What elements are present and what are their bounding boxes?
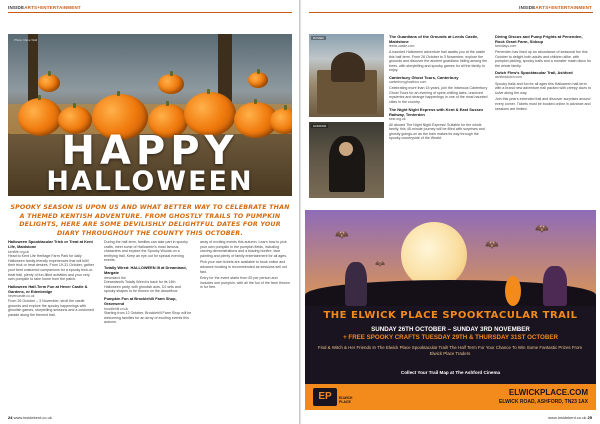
left-page <box>0 0 299 424</box>
intro-standfirst: SPOOKY SEASON IS UPON US AND WHAT BETTER WAY TO CELEBRATE THAN A THEMED KENTISH ADVENTURE. FROM GHOSTLY TRAILS TO PUMPKIN DELIGHTS, HERE ARE SOME DEVILISHLY DELIGHTFUL DATES FOR YOUR DIARY THROUGHOUT THE COUNTY THIS OCTOBER. <box>10 204 290 237</box>
moon <box>401 222 467 288</box>
article-column-mid <box>389 34 489 143</box>
ad-free-crafts: + FREE SPOOKY CRAFTS TUESDAY 29TH & THURSDAY 31ST OCTOBER <box>343 333 558 341</box>
ad-dates <box>305 326 596 341</box>
running-head <box>8 5 81 10</box>
vampire-figure <box>543 266 567 306</box>
listing-url[interactable]: kentlife.org.uk <box>8 249 30 254</box>
listing-heading: Pumpkin Fun at Brocklehill Farm Shop, Gravesend <box>104 295 177 306</box>
listing-url[interactable]: kesr.org.uk <box>389 116 406 121</box>
logo-word-2: PLACE <box>339 400 351 404</box>
listing-body: From 26 October – 3 November, stroll the castle grounds and explore the spooky happenings with ghoulish games, storytelling sessions and a costumed parade along the themed trail. <box>8 298 94 317</box>
listing-body: During the half-term, families can take part in spooky crafts, meet some of Halloween's most famous characters and explore the Spooky Woods on a terrifying trail. Keep an eye out for special evening events. <box>104 240 188 263</box>
bat-icon: 🦇 <box>535 223 549 235</box>
right-page <box>301 0 600 424</box>
listing-url[interactable]: canterburyghosttour.com <box>389 80 427 85</box>
elwick-place-advert[interactable] <box>305 210 596 410</box>
listing-heading: Totally Wired: HALLOWEEN III at Dreamland, Margate <box>104 264 187 275</box>
listing-heading: Diving Discos and Pump Frights at Penenden, Rock Grant Farm, Sidcup <box>495 34 583 44</box>
folio-url: www.insidekent.co.uk <box>13 415 52 420</box>
bat-icon: 🦇 <box>335 229 349 241</box>
article-column-side <box>495 34 593 113</box>
page-number: 24 <box>8 415 13 420</box>
header-rule <box>309 12 593 13</box>
listing-body: Starting from 12 October, Brocklehill Farm Shop will be welcoming families for an array of exciting events this autumn. <box>104 311 192 325</box>
listing-heading: The Guardians of the Grounds at Leeds Castle, Maidstone <box>389 34 479 44</box>
listing-body: Join this year's extended trail and discover surprises around every corner. Tickets must be booked online in advance and sessions are limited. <box>495 97 591 111</box>
listing-body: Celebrating more than 15 years, join the infamous Canterbury Ghost Tours for an evening of spine-chilling tales, unsolved mysteries and strange happenings in one of the most haunted cities in the country. <box>389 86 488 104</box>
section-name: ARTS+ENTERTAINMENT <box>535 5 592 10</box>
ghost-tour-photo <box>309 122 384 198</box>
pumpkin <box>248 72 268 88</box>
listing-url[interactable]: hevercastle.co.uk <box>8 294 35 299</box>
listing-url[interactable]: dreamland.live <box>104 275 127 280</box>
ad-title: THE ELWICK PLACE SPOOKTACULAR TRAIL <box>323 310 578 321</box>
ad-address: ELWICK ROAD, ASHFORD, TN23 1AX <box>499 399 588 405</box>
article-column-3 <box>200 240 290 292</box>
listing-body: Pick your own tickets are available to book online and advance booking is recommended as sessions sell out fast. <box>200 260 287 274</box>
hero-photo <box>8 34 292 196</box>
bat-icon: 🦇 <box>375 259 385 268</box>
listing-url[interactable]: farmdays.com <box>495 44 517 48</box>
witch-figure <box>345 262 367 306</box>
hero-title-line2: HALLOWEEN <box>46 166 254 196</box>
listing-body: Dreamland's Totally Wired is back for its 14th Halloween party, with ghoulish acts, DJ sets and spooky shapes to be thrown on the dancefloor. <box>104 280 181 294</box>
listing-body: Entry for the event starts from £5 per person and includes one pumpkin, with all the fun of the farm thrown in for free. <box>200 276 290 290</box>
figure-shape <box>331 52 365 82</box>
listing-heading: Halloween Spooktacular Trick or Treat at Kent Life, Maidstone <box>8 239 93 249</box>
listing-body: Penenden has lined up an abundance of seasonal fun this October to delight both adults and children alike, with pumpkin picking, spooky trails and a monster mash disco for the whole family. <box>495 50 592 68</box>
listing-url[interactable]: ashforddutch.com <box>495 75 522 80</box>
bat-icon: 🦇 <box>485 239 499 251</box>
pumpkin-figure <box>505 276 521 306</box>
running-head <box>519 5 592 10</box>
folio <box>8 415 52 420</box>
pumpkin <box>38 74 60 92</box>
header-rule <box>8 12 292 13</box>
article-column-1 <box>8 240 96 319</box>
listing-body: array of exciting events this autumn. Learn how to pick your own pumpkin in the pumpkin fields, including carving demonstrations and a blazing bonfire, face painting and plenty of family entertainment for all ages. <box>200 240 288 258</box>
ad-date-range: SUNDAY 26TH OCTOBER – SUNDAY 3RD NOVEMBER <box>371 326 530 333</box>
folio <box>548 415 592 420</box>
listing-url[interactable]: brocklehill.co.uk <box>104 306 129 311</box>
listing-heading: The Night Night Express with Kent & East Sussex Railway, Tenterden <box>389 106 484 117</box>
listing-url[interactable]: leeds-castle.com <box>389 44 415 48</box>
logo-word-1: ELWICK <box>339 396 353 400</box>
folio-url: www.insidekent.co.uk <box>548 415 587 420</box>
elwick-logo-icon: EP <box>313 388 337 406</box>
guide-face <box>339 142 353 156</box>
castle-photo <box>309 34 384 117</box>
listing-heading: Dutch Flew's Spooktacular Trail, Ashford <box>495 70 573 76</box>
pumpkin <box>158 74 184 94</box>
hero-title-line1: HAPPY <box>61 128 239 174</box>
listing-heading: Halloween Half-Term Fun at Hever Castle & Gardens, nr Edenbridge <box>8 283 88 294</box>
logo-wordmark <box>339 396 353 404</box>
photo-credit: Photo: Dave Wall <box>14 38 38 42</box>
image-tag: HORROR <box>313 124 327 128</box>
article-column-2 <box>104 240 192 327</box>
ad-collect-note: Collect Your Trail Map at The Ashford Cinema <box>400 370 501 375</box>
listing-body: Spooky trails and fun for all ages this Halloween half-term with a brand new adventure trail packed with creepy clues to solve along the way. <box>495 81 592 95</box>
page-number: 25 <box>587 415 592 420</box>
image-tag: DOVER <box>313 36 324 40</box>
brand: INSIDE <box>519 5 536 10</box>
listing-body: A haunted Halloween adventure trail awaits you at the castle this half-term. From 26 October to 3 November, explore the grounds and discover the ancient guardians hiding among the trees, with storytelling and spooky games for all the family to enjoy. <box>389 50 488 73</box>
ad-website[interactable]: ELWICKPLACE.COM <box>508 388 588 397</box>
ad-body: Find & Witch & Her Friends In The Elwick Place Spooktacular Trail! The Half Term For Your Chance To Win Some Fantastic Prizes From Elwick Place Traders <box>317 345 583 356</box>
brand: INSIDE <box>8 5 25 10</box>
section-name: ARTS+ENTERTAINMENT <box>24 5 81 10</box>
listing-body: Head to Kent Life Heritage Farm Park for daily Halloween family-friendly experiences that will fulfil their trick or treat desires. From 19-31 October, gather your best costumed companions for a spooky trick-or-treat trail, plenty of fun-filled activities and your very own pumpkin to take home from the patch. <box>8 254 94 282</box>
listing-body: All aboard The Night Night Express! Suitable for the whole family, this 45-minute journey will be filled with surprises and ghostly goings-on as the train makes its way through the spooky countryside of the Weald. <box>389 122 485 141</box>
listing-heading: Canterbury Ghost Tours, Canterbury <box>389 75 459 81</box>
ad-footer <box>305 384 596 410</box>
